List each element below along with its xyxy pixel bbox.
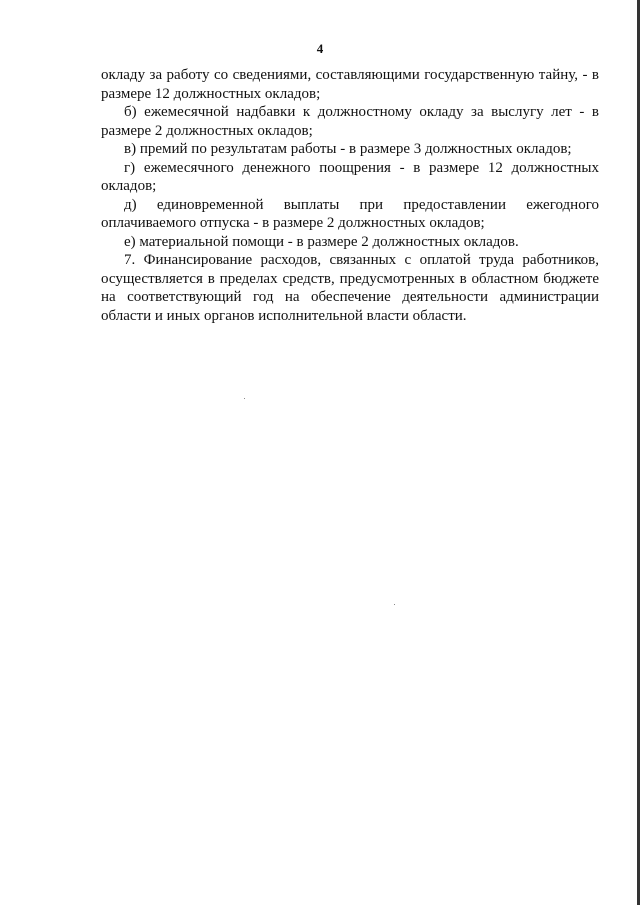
paragraph-item-g: г) ежемесячного денежного поощрения - в размере 12 должностных окладов; [101, 159, 599, 194]
paragraph-item-v: в) премий по результатам работы - в размере 3 должностных окладов; [124, 141, 572, 157]
paragraph-item-b: б) ежемесячной надбавки к должностному окладу за выслугу лет - в размере 2 должностных окладов; [101, 104, 599, 139]
paragraph-continuation: окладу за работу со сведениями, составляющими государственную тайну, - в размере 12 должностных окладов; [101, 67, 599, 102]
paragraph-item-d: д) единовременной выплаты при предоставлении ежегодного оплачиваемого отпуска - в размере 2 должностных окладов; [101, 196, 599, 231]
document-body [101, 66, 599, 325]
scan-speck [394, 604, 395, 605]
page-number: 4 [316, 41, 324, 56]
scan-speck [244, 398, 245, 399]
paragraph-item-7: 7. Финансирование расходов, связанных с оплатой труда работников, осуществляется в пределах средств, предусмотренных в областном бюджете на соответствующий год на обеспечение деятельности администрации области и иных органов исполнительной власти области. [101, 252, 599, 324]
paragraph-item-e: е) материальной помощи - в размере 2 должностных окладов. [124, 233, 519, 250]
